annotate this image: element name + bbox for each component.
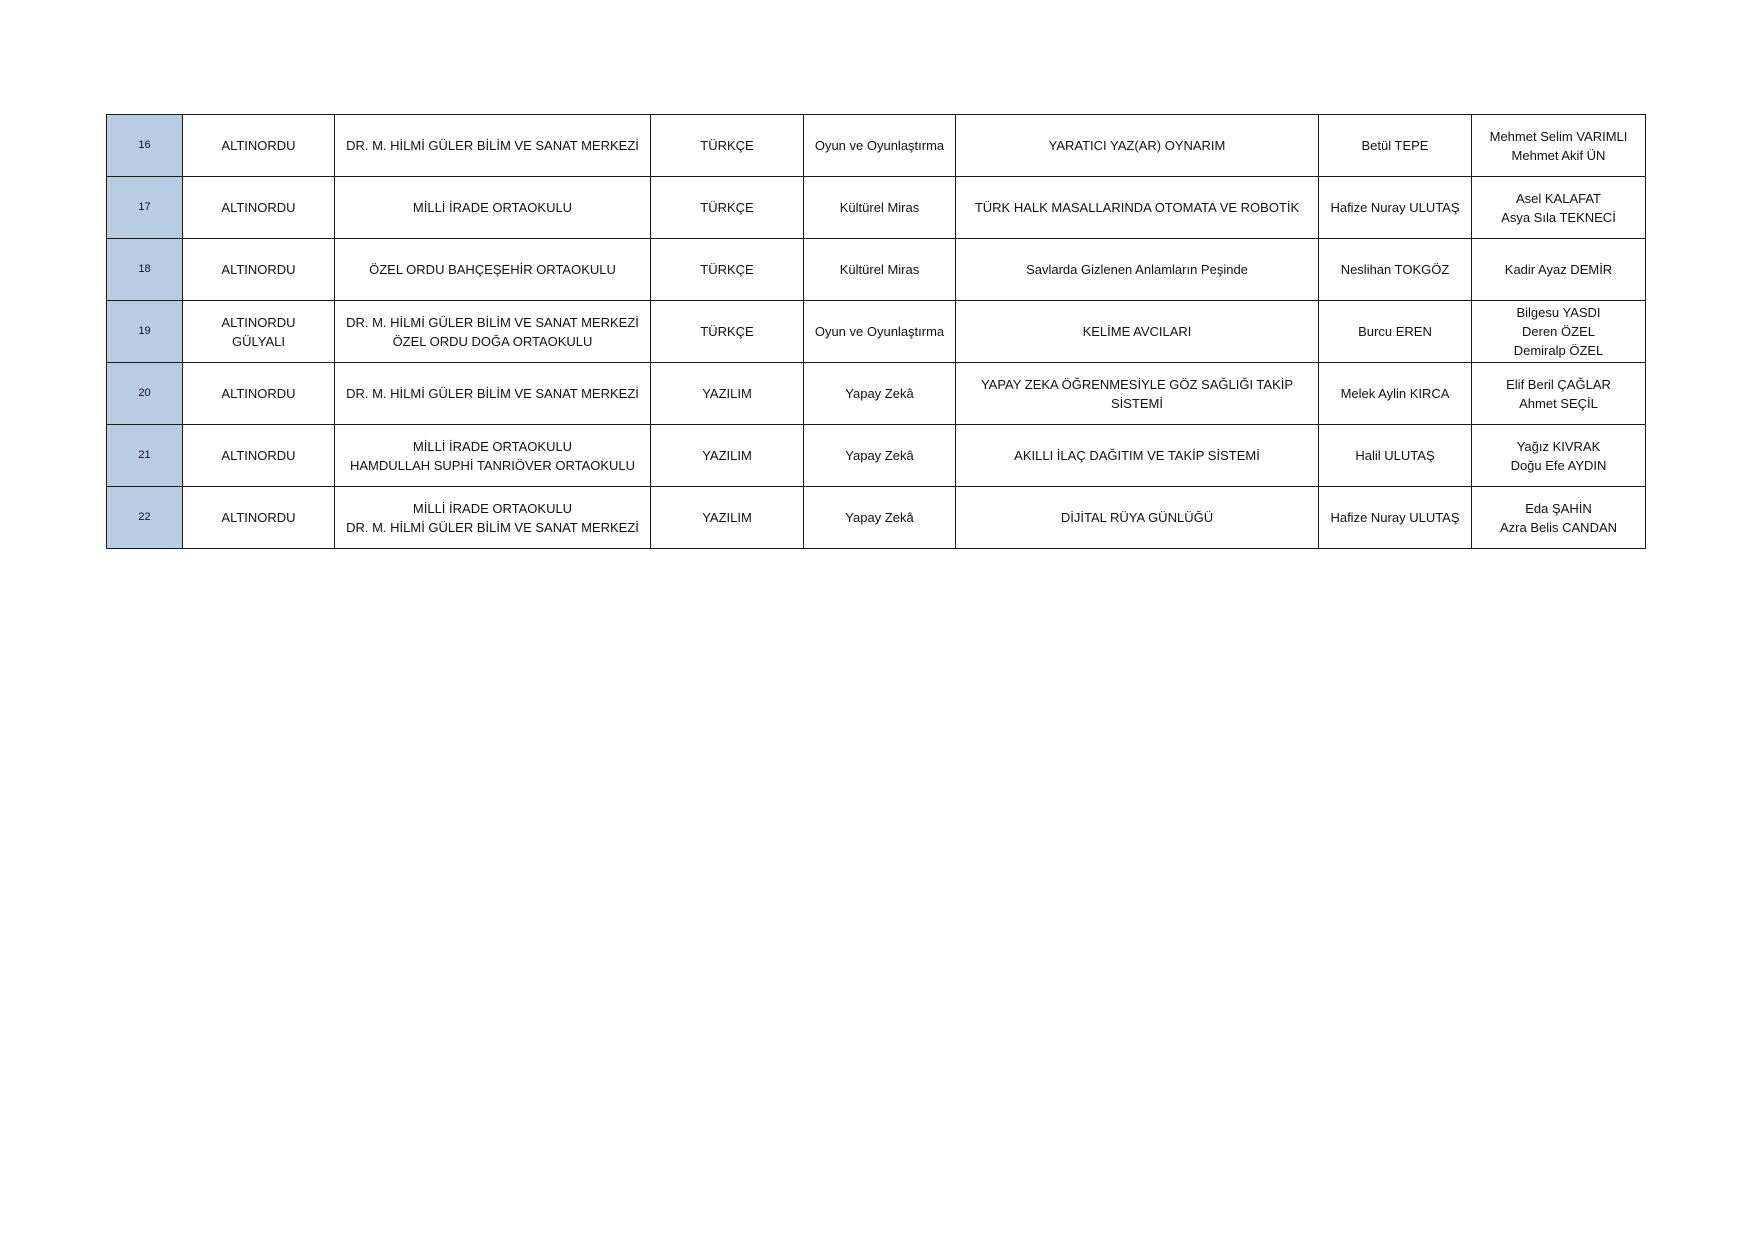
project-title-cell: Savlarda Gizlenen Anlamların Peşinde xyxy=(956,239,1319,301)
district-line: ALTINORDU xyxy=(221,386,296,401)
advisor-cell: Neslihan TOKGÖZ xyxy=(1319,239,1472,301)
advisor-cell: Halil ULUTAŞ xyxy=(1319,425,1472,487)
row-number-cell: 20 xyxy=(107,363,183,425)
school-cell xyxy=(335,115,651,177)
students-line: Kadir Ayaz DEMİR xyxy=(1504,262,1613,277)
school-cell xyxy=(335,177,651,239)
table-body xyxy=(107,115,1646,549)
project-title-cell: YARATICI YAZ(AR) OYNARIM xyxy=(956,115,1319,177)
row-number-cell: 17 xyxy=(107,177,183,239)
subject-cell: TÜRKÇE xyxy=(651,115,804,177)
students-cell xyxy=(1472,177,1646,239)
project-title-cell: KELİME AVCILARI xyxy=(956,301,1319,363)
theme-cell: Yapay Zekâ xyxy=(804,363,956,425)
district-cell xyxy=(183,301,335,363)
theme-cell: Oyun ve Oyunlaştırma xyxy=(804,115,956,177)
school-cell xyxy=(335,301,651,363)
students-cell xyxy=(1472,115,1646,177)
district-line: ALTINORDU xyxy=(221,138,296,153)
theme-cell: Kültürel Miras xyxy=(804,177,956,239)
subject-cell: YAZILIM xyxy=(651,425,804,487)
theme-cell: Yapay Zekâ xyxy=(804,425,956,487)
subject-cell: TÜRKÇE xyxy=(651,239,804,301)
district-cell xyxy=(183,115,335,177)
table-row xyxy=(107,239,1646,301)
advisor-cell: Betül TEPE xyxy=(1319,115,1472,177)
district-cell xyxy=(183,177,335,239)
theme-cell: Yapay Zekâ xyxy=(804,487,956,549)
district-cell xyxy=(183,487,335,549)
project-title-cell: TÜRK HALK MASALLARINDA OTOMATA VE ROBOTİK xyxy=(956,177,1319,239)
students-line: Asya Sıla TEKNECİ xyxy=(1501,209,1616,225)
advisor-cell: Hafize Nuray ULUTAŞ xyxy=(1319,487,1472,549)
school-cell xyxy=(335,425,651,487)
district-line: GÜLYALI xyxy=(232,333,285,349)
project-table xyxy=(106,114,1646,549)
school-cell xyxy=(335,363,651,425)
students-line: Eda ŞAHİN xyxy=(1525,500,1592,516)
students-line: Mehmet Akif ÜN xyxy=(1511,147,1606,163)
advisor-cell: Hafize Nuray ULUTAŞ xyxy=(1319,177,1472,239)
district-cell xyxy=(183,425,335,487)
table-row xyxy=(107,363,1646,425)
row-number-cell: 22 xyxy=(107,487,183,549)
table-row xyxy=(107,115,1646,177)
table-row xyxy=(107,177,1646,239)
students-cell xyxy=(1472,363,1646,425)
advisor-cell: Melek Aylin KIRCA xyxy=(1319,363,1472,425)
students-cell xyxy=(1472,239,1646,301)
students-line: Elif Beril ÇAĞLAR xyxy=(1506,376,1611,392)
school-line: MİLLİ İRADE ORTAOKULU xyxy=(412,200,573,215)
row-number-cell: 16 xyxy=(107,115,183,177)
school-line: DR. M. HİLMİ GÜLER BİLİM VE SANAT MERKEZİ xyxy=(346,138,639,153)
students-line: Mehmet Selim VARIMLI xyxy=(1489,128,1628,144)
district-cell xyxy=(183,239,335,301)
table-row xyxy=(107,487,1646,549)
subject-cell: TÜRKÇE xyxy=(651,301,804,363)
row-number-cell: 18 xyxy=(107,239,183,301)
theme-cell: Oyun ve Oyunlaştırma xyxy=(804,301,956,363)
school-line: ÖZEL ORDU BAHÇEŞEHİR ORTAOKULU xyxy=(369,262,616,277)
theme-cell: Kültürel Miras xyxy=(804,239,956,301)
table-row xyxy=(107,301,1646,363)
students-cell xyxy=(1472,425,1646,487)
school-line: DR. M. HİLMİ GÜLER BİLİM VE SANAT MERKEZİ xyxy=(346,386,639,401)
district-line: ALTINORDU xyxy=(221,314,296,330)
project-title-cell: YAPAY ZEKA ÖĞRENMESİYLE GÖZ SAĞLIĞI TAKİP SİSTEMİ xyxy=(956,363,1319,425)
subject-cell: YAZILIM xyxy=(651,487,804,549)
school-line: MİLLİ İRADE ORTAOKULU xyxy=(412,500,573,516)
students-line: Ahmet SEÇİL xyxy=(1519,395,1598,411)
students-cell xyxy=(1472,487,1646,549)
district-line: ALTINORDU xyxy=(221,200,296,215)
district-line: ALTINORDU xyxy=(221,510,296,525)
row-number-cell: 21 xyxy=(107,425,183,487)
school-line: DR. M. HİLMİ GÜLER BİLİM VE SANAT MERKEZİ xyxy=(346,314,639,330)
school-cell xyxy=(335,487,651,549)
document-page xyxy=(106,114,1645,549)
students-line: Doğu Efe AYDIN xyxy=(1510,457,1607,473)
students-line: Asel KALAFAT xyxy=(1515,190,1601,206)
district-cell xyxy=(183,363,335,425)
subject-cell: TÜRKÇE xyxy=(651,177,804,239)
school-line: HAMDULLAH SUPHİ TANRIÖVER ORTAOKULU xyxy=(349,457,636,473)
school-cell xyxy=(335,239,651,301)
subject-cell: YAZILIM xyxy=(651,363,804,425)
project-title-cell: AKILLI İLAÇ DAĞITIM VE TAKİP SİSTEMİ xyxy=(956,425,1319,487)
row-number-cell: 19 xyxy=(107,301,183,363)
advisor-cell: Burcu EREN xyxy=(1319,301,1472,363)
district-line: ALTINORDU xyxy=(221,262,296,277)
students-line: Bilgesu YASDI xyxy=(1516,305,1601,320)
school-line: DR. M. HİLMİ GÜLER BİLİM VE SANAT MERKEZİ xyxy=(346,519,639,535)
students-line: Demiralp ÖZEL xyxy=(1513,343,1604,358)
table-row xyxy=(107,425,1646,487)
project-title-cell: DİJİTAL RÜYA GÜNLÜĞÜ xyxy=(956,487,1319,549)
school-line: ÖZEL ORDU DOĞA ORTAOKULU xyxy=(392,333,593,349)
school-line: MİLLİ İRADE ORTAOKULU xyxy=(412,438,573,454)
district-line: ALTINORDU xyxy=(221,448,296,463)
students-cell xyxy=(1472,301,1646,363)
students-line: Deren ÖZEL xyxy=(1522,324,1595,339)
students-line: Yağız KIVRAK xyxy=(1516,438,1601,454)
students-line: Azra Belis CANDAN xyxy=(1499,519,1618,535)
